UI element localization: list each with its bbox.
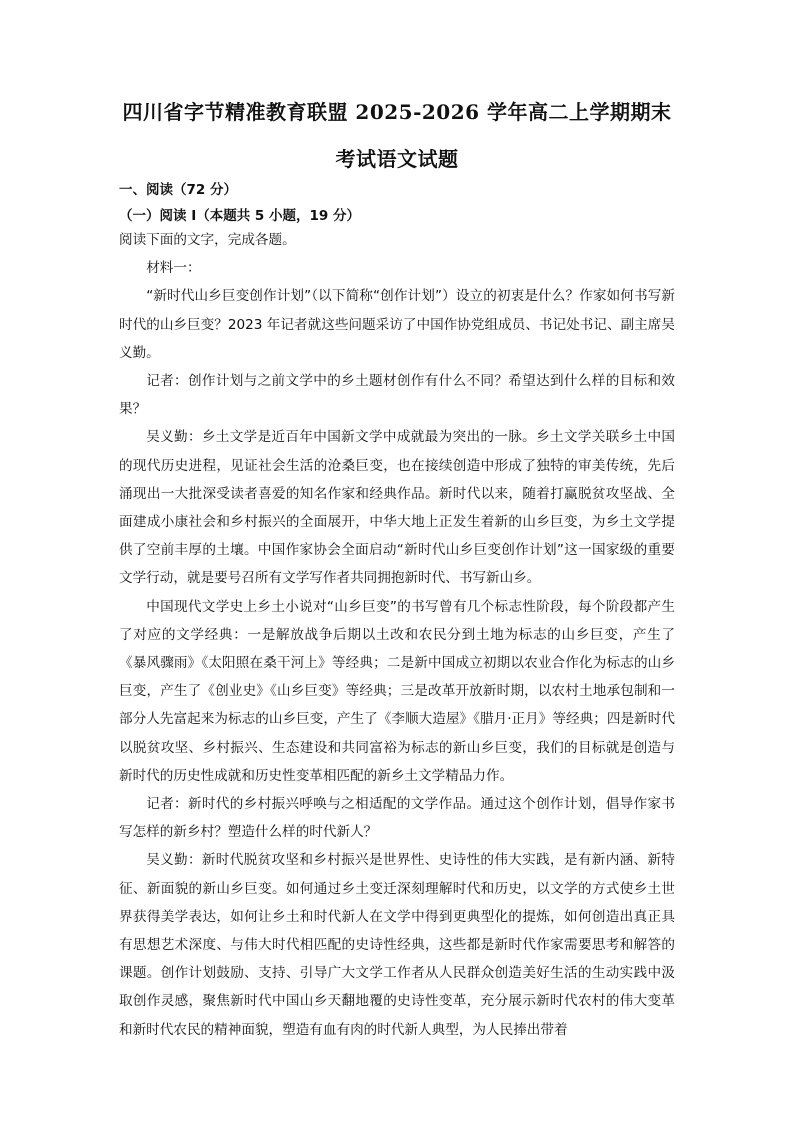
document-title-line-1: 四川省字节精准教育联盟 2025-2026 学年高二上学期期末	[122, 100, 672, 124]
document-title-line-2: 考试语文试题	[335, 147, 459, 171]
instruction-paragraph: 阅读下面的文字，完成各题。	[119, 232, 296, 248]
body-paragraph: “新时代山乡巨变创作计划”（以下简称“创作计划”）设立的初衷是什么？作家如何书写新时代的山乡巨变？2023 年记者就这些问题采访了中国作协党组成员、书记处书记、副主席吴义勤。	[119, 288, 675, 361]
body-paragraph: 记者：新时代的乡村振兴呼唤与之相适配的文学作品。通过这个创作计划，倡导作家书写怎样的新乡村？塑造什么样的时代新人？	[119, 796, 675, 841]
subsection-heading-reading-1: （一）阅读 I（本题共 5 小题，19 分）	[119, 208, 361, 224]
section-heading-reading: 一、阅读（72 分）	[119, 182, 237, 198]
body-paragraph: 吴义勤：乡土文学是近百年中国新文学中成就最为突出的一脉。乡土文学关联乡土中国的现代历史进程，见证社会生活的沧桑巨变，也在接续创造中形成了独特的审美传统，先后涌现出一大批深受读者喜爱的知名作家和经典作品。新时代以来，随着打赢脱贫攻坚战、全面建成小康社会和乡村振兴的全面展开，中华大地上正发生着新的山乡巨变，为乡土文学提供了空前丰厚的土壤。中国作家协会全面启动“新时代山乡巨变创作计划”这一国家级的重要文学行动，就是要号召所有文学写作者共同拥抱新时代、书写新山乡。	[119, 429, 675, 587]
document-body	[119, 226, 675, 1044]
body-paragraph: 记者：创作计划与之前文学中的乡土题材创作有什么不同？希望达到什么样的目标和效果？	[119, 373, 675, 418]
body-paragraph: 中国现代文学史上乡土小说对“山乡巨变”的书写曾有几个标志性阶段，每个阶段都产生了对应的文学经典：一是解放战争后期以土改和农民分到土地为标志的山乡巨变，产生了《暴风骤雨》《太阳照在桑干河上》等经典；二是新中国成立初期以农业合作化为标志的山乡巨变，产生了《创业史》《山乡巨变》等经典；三是改革开放新时期，以农村土地承包制和一部分人先富起来为标志的山乡巨变，产生了《李顺大造屋》《腊月·正月》等经典；四是新时代以脱贫攻坚、乡村振兴、生态建设和共同富裕为标志的新山乡巨变，我们的目标就是创造与新时代的历史性成就和历史性变革相匹配的新乡土文学精品力作。	[119, 598, 675, 784]
material-label: 材料一：	[146, 260, 201, 277]
body-paragraph: 吴义勤：新时代脱贫攻坚和乡村振兴是世界性、史诗性的伟大实践，是有新内涵、新特征、新面貌的新山乡巨变。如何通过乡土变迁深刻理解时代和历史，以文学的方式使乡土世界获得美学表达，如何让乡土和时代新人在文学中得到更典型化的提炼，如何创造出真正具有思想艺术深度、与伟大时代相匹配的史诗性经典，这些都是新时代作家需要思考和解答的课题。创作计划鼓励、支持、引导广大文学工作者从人民群众创造美好生活的生动实践中汲取创作灵感，聚焦新时代中国山乡天翻地覆的史诗性变革，充分展示新时代农村的伟大变革和新时代农民的精神面貌，塑造有血有肉的时代新人典型，为人民捧出带着	[119, 852, 675, 1038]
